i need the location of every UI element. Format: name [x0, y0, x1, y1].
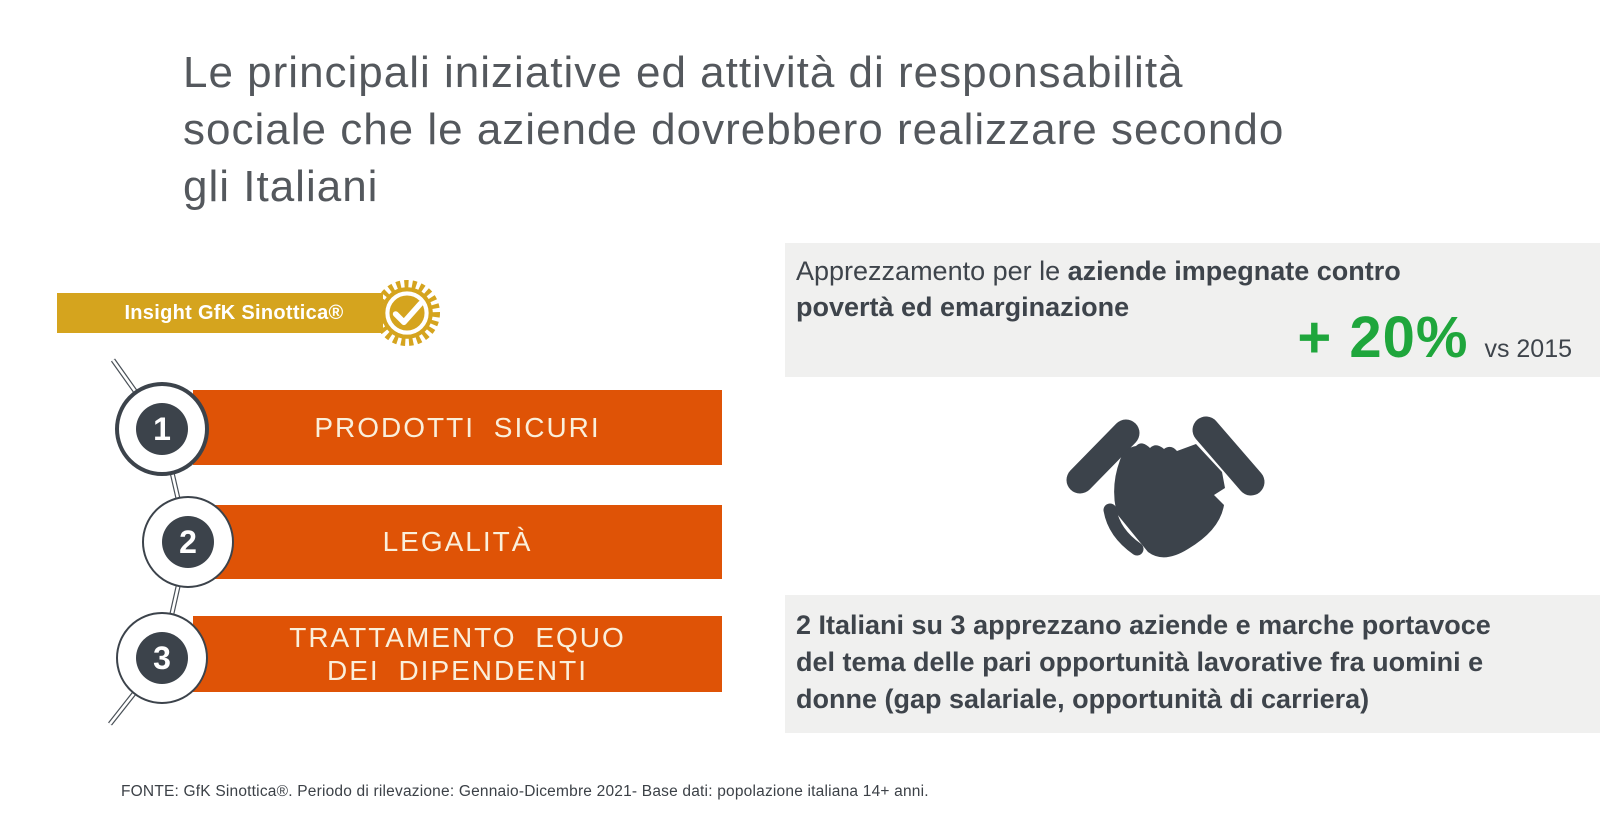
- insight-badge-label: Insight GfK Sinottica®: [124, 301, 344, 324]
- rank-circle-3: [116, 612, 208, 704]
- stat-value: + 20%: [1297, 305, 1469, 370]
- stat-group: [1297, 304, 1572, 371]
- approval-seal-check-icon: [374, 280, 440, 346]
- rank-number: 2: [162, 516, 214, 568]
- highlight-text-regular: Apprezzamento per le: [796, 256, 1068, 286]
- rank-bar-legalita: [193, 505, 722, 579]
- rank-bar-trattamento-equo: [193, 616, 722, 692]
- source-note: FONTE: GfK Sinottica®. Periodo di rilevazione: Gennaio-Dicembre 2021- Base dati: popolazione italiana 14+ anni.: [121, 783, 929, 800]
- insight-box: [785, 595, 1600, 733]
- highlight-box: [785, 243, 1600, 377]
- page-title-line: Le principali iniziative ed attività di responsabilità: [183, 48, 1184, 97]
- rank-bar-label: LEGALITÀ: [382, 526, 533, 557]
- insight-text-line: donne (gap salariale, opportunità di carriera): [796, 684, 1370, 714]
- rank-bar-label: PRODOTTI SICURI: [314, 411, 601, 443]
- handshake-icon: [1036, 392, 1336, 592]
- page-title-line: gli Italiani: [183, 162, 379, 211]
- rank-bar-label: TRATTAMENTO EQUO: [289, 622, 626, 653]
- rank-number: 3: [136, 632, 188, 684]
- rank-circle-2: [142, 496, 234, 588]
- highlight-text-bold: aziende impegnate contro: [1067, 256, 1401, 286]
- rank-circle-1: [115, 382, 209, 476]
- page-title-line: sociale che le aziende dovrebbero realizzare secondo: [183, 105, 1285, 154]
- rank-number: 1: [136, 403, 188, 455]
- insight-text-line: del tema delle pari opportunità lavorative fra uomini e: [796, 647, 1484, 677]
- rank-bar-prodotti-sicuri: [193, 390, 722, 465]
- stat-comparison: vs 2015: [1484, 335, 1572, 363]
- highlight-text-bold: povertà ed emarginazione: [796, 292, 1130, 322]
- rank-bar-label: DEI DIPENDENTI: [326, 655, 589, 686]
- page-title: [183, 44, 1483, 215]
- insight-badge: [57, 293, 383, 333]
- insight-text-line: 2 Italiani su 3 apprezzano aziende e marche portavoce: [796, 610, 1491, 640]
